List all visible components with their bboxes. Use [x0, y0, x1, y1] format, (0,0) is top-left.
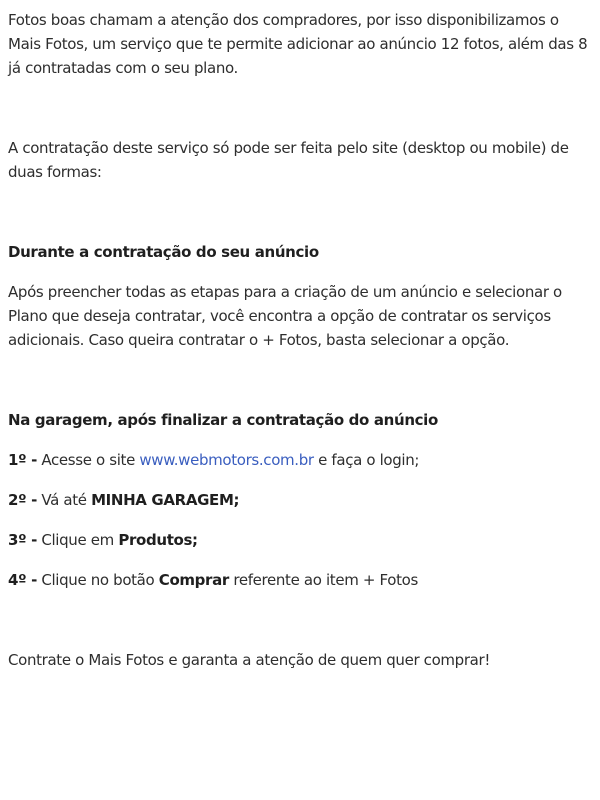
section1-body: Após preencher todas as etapas para a criação de um anúncio e selecionar o Plano que deseja contratar, você encontra a opção de contratar os serviços adicionais. Caso queira contratar o + Fotos, basta selecionar a opção.	[8, 283, 562, 349]
section2-heading: Na garagem, após finalizar a contratação do anúncio	[8, 411, 438, 429]
step-3-number: 3º -	[8, 531, 37, 549]
step-1-text-before: Acesse o site	[36, 451, 140, 469]
step-4-text-before: Clique no botão	[36, 571, 159, 589]
closing-paragraph: Contrate o Mais Fotos e garanta a atenção de quem quer comprar!	[8, 651, 490, 669]
webmotors-link[interactable]: www.webmotors.com.br	[139, 451, 314, 469]
step-4-text-after: referente ao item + Fotos	[228, 571, 418, 589]
step-3-bold: Produtos;	[118, 531, 198, 549]
step-2-bold: MINHA GARAGEM;	[91, 491, 240, 509]
step-3-text-before: Clique em	[36, 531, 119, 549]
step-4-number: 4º -	[8, 571, 37, 589]
step-2-text-before: Vá até	[36, 491, 92, 509]
section1-heading: Durante a contratação do seu anúncio	[8, 243, 319, 261]
forms-intro-paragraph: A contratação deste serviço só pode ser feita pelo site (desktop ou mobile) de duas formas:	[8, 139, 569, 181]
step-4-bold: Comprar	[158, 571, 229, 589]
step-4	[8, 568, 592, 592]
step-2-number: 2º -	[8, 491, 37, 509]
step-1-number: 1º -	[8, 451, 37, 469]
step-3	[8, 528, 592, 552]
step-2	[8, 488, 592, 512]
step-1-text-after: e faça o login;	[313, 451, 420, 469]
step-1	[8, 448, 592, 472]
intro-paragraph: Fotos boas chamam a atenção dos compradores, por isso disponibilizamos o Mais Fotos, um serviço que te permite adicionar ao anúncio 12 fotos, além das 8 já contratadas com o seu plano.	[8, 11, 588, 77]
